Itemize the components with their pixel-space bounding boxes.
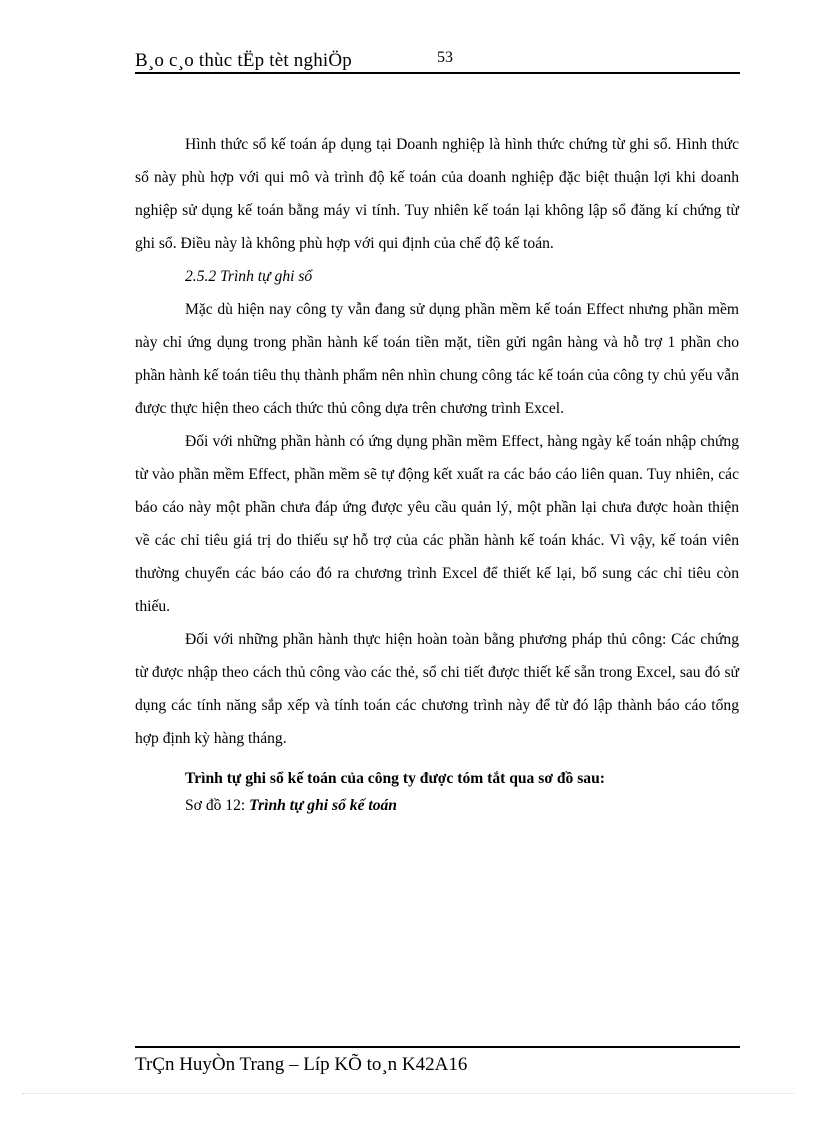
document-body (135, 128, 739, 819)
footer-text: TrÇn HuyÒn Trang – Líp KÕ to¸n K42A16 (135, 1054, 468, 1075)
header-title: B¸o c¸o thùc tËp tèt nghiÖp (135, 50, 352, 71)
spacer (135, 755, 739, 765)
paragraph-effect-software: Đối với những phần hành có ứng dụng phần mềm Effect, hàng ngày kế toán nhập chứng từ vào phần mềm Effect, phần mềm sẽ tự động kết xuất ra các báo cáo liên quan. Tuy nhiên, các báo cáo này một phần chưa đáp ứng được yêu cầu quản lý, một phần lại chưa được hoàn thiện về các chỉ tiêu giá trị do thiếu sự hỗ trợ của các phần hành kế toán khác. Vì vậy, kế toán viên thường chuyển các báo cáo đó ra chương trình Excel để thiết kế lại, bổ sung các chỉ tiêu còn thiếu. (135, 433, 739, 615)
paragraph-accounting-form: Hình thức sổ kế toán áp dụng tại Doanh nghiệp là hình thức chứng từ ghi sổ. Hình thức sổ này phù hợp với qui mô và trình độ kế toán của doanh nghiệp đặc biệt thuận lợi khi doanh nghiệp sử dụng kế toán bằng máy vi tính. Tuy nhiên kế toán lại không lập sổ đăng kí chứng từ ghi sổ. Điều này là không phù hợp với qui định của chế độ kế toán. (135, 136, 739, 252)
section-heading: 2.5.2 Trình tự ghi sổ (185, 268, 313, 285)
page-edge (22, 1093, 794, 1094)
caption-title: Trình tự ghi sổ kế toán (249, 797, 397, 814)
caption-prefix: Sơ đồ 12: (185, 797, 250, 814)
header-rule (135, 72, 740, 74)
paragraph-manual-process: Đối với những phần hành thực hiện hoàn toàn bằng phương pháp thủ công: Các chứng từ được nhập theo cách thủ công vào các thẻ, sổ chi tiết được thiết kế sẵn trong Excel, sau đó sử dụng các tính năng sắp xếp và tính toán các chương trình này để từ đó lập thành báo cáo tổng hợp định kỳ hàng tháng. (135, 631, 739, 747)
summary-line: Trình tự ghi sổ kế toán của công ty được tóm tắt qua sơ đồ sau: (185, 770, 605, 787)
paragraph-software-usage: Mặc dù hiện nay công ty vẫn đang sử dụng phần mềm kế toán Effect nhưng phần mềm này chỉ ứng dụng trong phần hành kế toán tiền mặt, tiền gửi ngân hàng và hỗ trợ 1 phần cho phần hành kế toán tiêu thụ thành phẩm nên nhìn chung công tác kế toán của công ty chủ yếu vẫn được thực hiện theo cách thức thủ công dựa trên chương trình Excel. (135, 301, 739, 417)
page-number: 53 (437, 49, 453, 66)
diagram-caption (135, 792, 739, 819)
footer-rule (135, 1046, 740, 1048)
